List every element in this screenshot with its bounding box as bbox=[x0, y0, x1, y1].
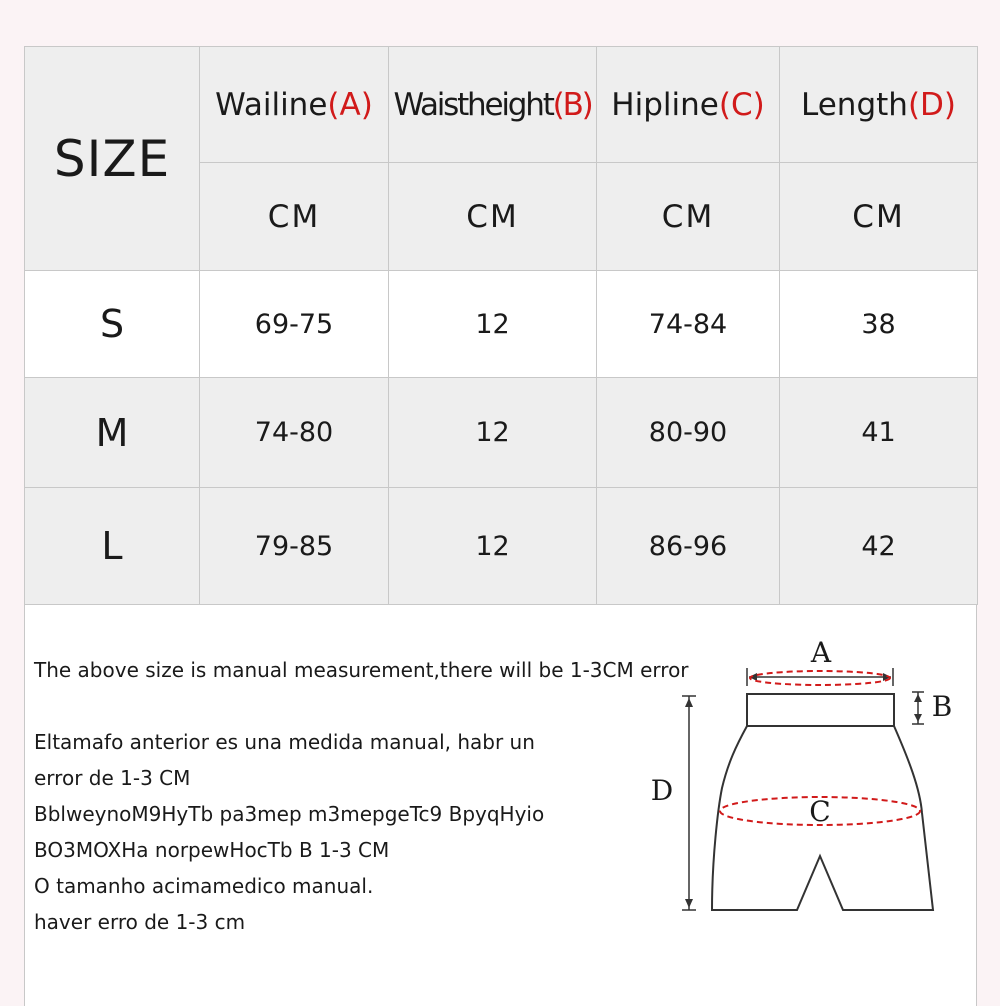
label-c: C bbox=[809, 795, 831, 828]
column-letter: (B) bbox=[552, 86, 592, 123]
note-english: The above size is manual measurement,there will be 1-3CM error bbox=[34, 658, 689, 682]
arrow-down-icon bbox=[914, 714, 922, 722]
column-letter: (D) bbox=[907, 86, 956, 123]
value-cell: 86-96 bbox=[597, 488, 780, 605]
measurement-notes bbox=[34, 652, 724, 940]
value-cell: 74-80 bbox=[200, 378, 389, 488]
value-cell: 12 bbox=[389, 378, 597, 488]
unit-cell: CM bbox=[200, 163, 389, 271]
column-letter: (C) bbox=[718, 86, 765, 123]
table-row bbox=[25, 378, 978, 488]
table-row bbox=[25, 488, 978, 605]
size-label: M bbox=[25, 378, 200, 488]
label-b: B bbox=[931, 690, 953, 723]
value-cell: 12 bbox=[389, 271, 597, 378]
column-header-waist-height bbox=[389, 47, 597, 163]
unit-cell: CM bbox=[597, 163, 780, 271]
size-label: S bbox=[25, 271, 200, 378]
value-cell: 79-85 bbox=[200, 488, 389, 605]
column-name: Waistheight bbox=[393, 86, 553, 123]
waistband bbox=[747, 694, 894, 726]
note-spanish-line-2: error de 1-3 CM bbox=[34, 766, 191, 790]
column-letter: (A) bbox=[327, 86, 373, 123]
waistline-ellipse bbox=[750, 671, 890, 685]
column-header-waistline bbox=[200, 47, 389, 163]
value-cell: 80-90 bbox=[597, 378, 780, 488]
note-russian-line-2: BO3MOXHa norpewHocTb B 1-3 CM bbox=[34, 838, 390, 862]
arrow-up-icon bbox=[685, 698, 693, 707]
value-cell: 38 bbox=[780, 271, 978, 378]
note-russian-line-1: BblweynoM9HyTb pa3mep m3mepgeTc9 BpyqHyio bbox=[34, 802, 545, 826]
size-table bbox=[24, 46, 978, 605]
column-header-length bbox=[780, 47, 978, 163]
shorts-measurement-diagram bbox=[640, 628, 980, 928]
value-cell: 42 bbox=[780, 488, 978, 605]
value-cell: 12 bbox=[389, 488, 597, 605]
column-name: Length bbox=[801, 86, 908, 123]
note-portuguese-line-2: haver erro de 1-3 cm bbox=[34, 910, 246, 934]
size-header: SIZE bbox=[25, 47, 200, 271]
value-cell: 69-75 bbox=[200, 271, 389, 378]
arrow-down-icon bbox=[685, 899, 693, 908]
value-cell: 74-84 bbox=[597, 271, 780, 378]
label-d: D bbox=[650, 774, 674, 807]
table-row bbox=[25, 271, 978, 378]
arrow-up-icon bbox=[914, 694, 922, 702]
note-spanish-line-1: Eltamafo anterior es una medida manual, habr un bbox=[34, 730, 535, 754]
column-name: Wailine bbox=[215, 86, 328, 123]
value-cell: 41 bbox=[780, 378, 978, 488]
label-a: A bbox=[810, 636, 832, 669]
unit-cell: CM bbox=[389, 163, 597, 271]
unit-cell: CM bbox=[780, 163, 978, 271]
note-portuguese-line-1: O tamanho acimamedico manual. bbox=[34, 874, 374, 898]
column-header-hipline bbox=[597, 47, 780, 163]
size-label: L bbox=[25, 488, 200, 605]
column-name: Hipline bbox=[611, 86, 719, 123]
